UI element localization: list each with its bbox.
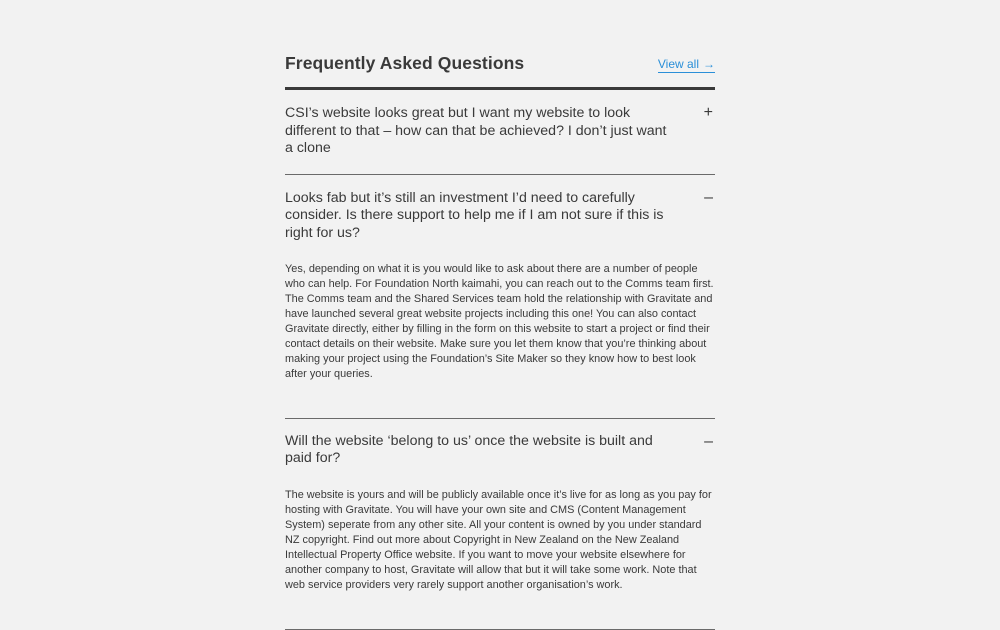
faq-answer: Yes, depending on what it is you would like to ask about there are a number of people who can help. For Foundation North kaimahi, you can reach out to the Comms team first. The Comms team and the Shared Services team hold the relationship with Gravitate and have launched several great website projects including this one! You can also contact Gravitate directly, either by filling in the form on this website to start a project or find their contact details on their website. Make sure you let them know that you’re thinking about making your project using the Foundation’s Site Maker so they know how to best look after your queries. bbox=[285, 262, 714, 380]
faq-question: CSI’s website looks great but I want my website to look different to that – how can that be achieved? I don’t just want a clone bbox=[285, 105, 667, 157]
faq-question-row[interactable] bbox=[285, 90, 715, 174]
faq-section bbox=[285, 0, 715, 630]
faq-question: Looks fab but it’s still an investment I’d need to carefully consider. Is there support to help me if I am not sure if this is right for us? bbox=[285, 189, 664, 241]
faq-question-row[interactable] bbox=[285, 175, 715, 256]
faq-item bbox=[285, 90, 715, 175]
arrow-right-icon: → bbox=[703, 57, 715, 71]
faq-header bbox=[285, 0, 715, 90]
view-all-label: View all bbox=[657, 57, 699, 71]
faq-title: Frequently Asked Questions bbox=[285, 53, 525, 73]
view-all-link[interactable] bbox=[658, 57, 715, 73]
faq-answer: The website is yours and will be publicly available once it’s live for as long as you pay for hosting with Gravitate. You will have your own site and CMS (Content Management System) seperate from any other site. All your content is owned by you under standard NZ copyright. Find out more about Copyright in New Zealand on the New Zealand Intellectual Property Office website. If you want to move your website elsewhere for another company to host, Gravitate will allow that but it will take some work. Note that web service providers very rarely support another organisation’s work. bbox=[285, 488, 712, 591]
plus-icon[interactable]: + bbox=[703, 104, 713, 121]
faq-question-row[interactable] bbox=[285, 419, 715, 480]
minus-icon[interactable]: – bbox=[704, 432, 713, 450]
faq-question: Will the website ‘belong to us’ once the website is built and paid for? bbox=[285, 432, 653, 467]
minus-icon[interactable]: – bbox=[704, 188, 713, 206]
faq-item bbox=[285, 175, 715, 419]
faq-item bbox=[285, 419, 715, 630]
